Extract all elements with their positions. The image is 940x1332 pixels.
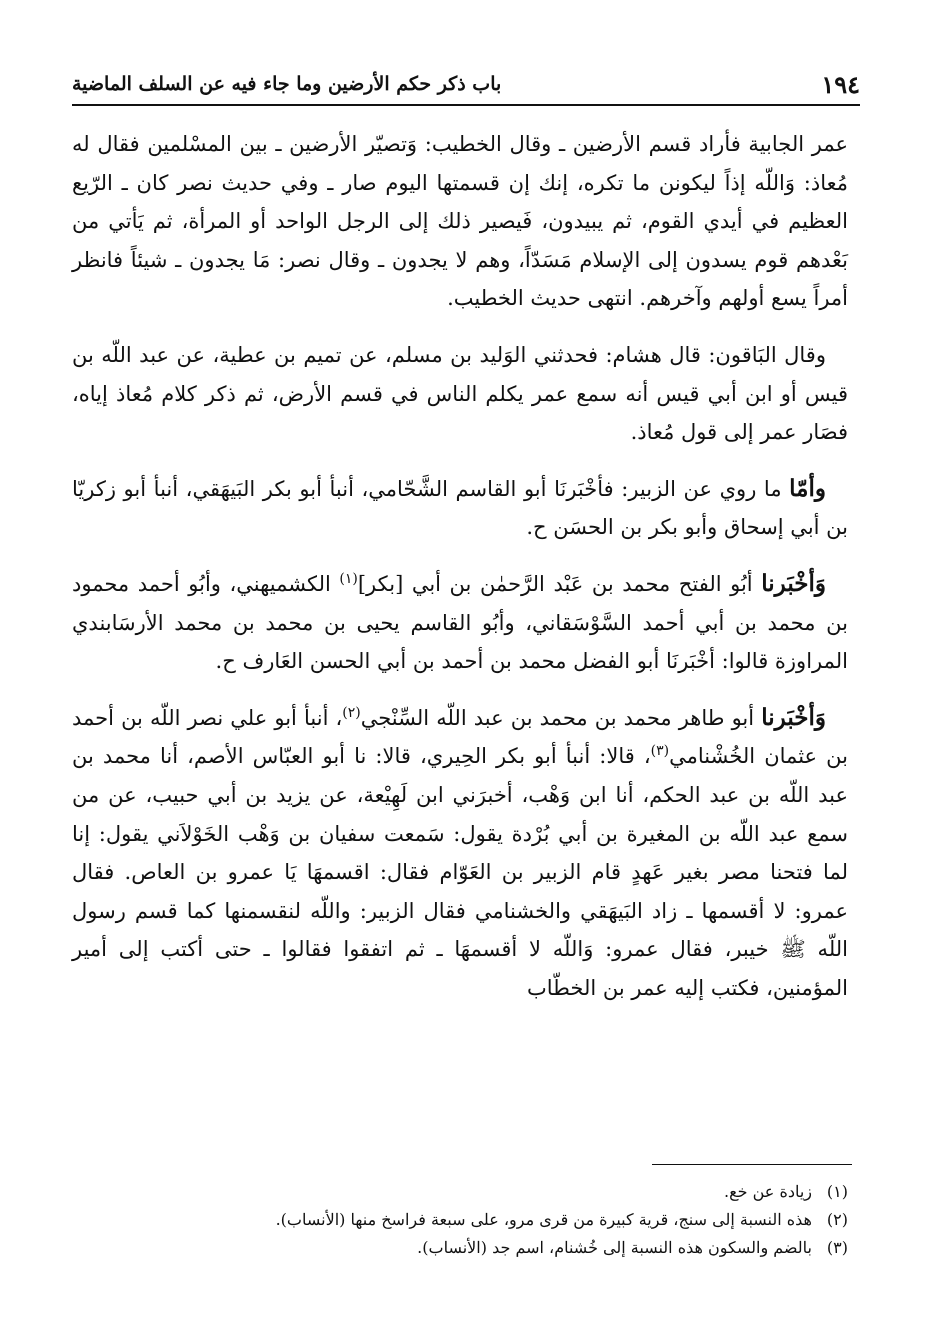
footnote bbox=[72, 1206, 848, 1234]
paragraph bbox=[72, 336, 848, 452]
footnotes bbox=[72, 1178, 848, 1262]
paragraph-lead-word: وأمّا bbox=[789, 474, 826, 502]
paragraph-text: الكشميهني، وأبُو أحمد محمود بن محمد بن أبي أحمد السَّوْسَقاني، وأبُو القاسم يحيى بن محمد بن محمد الأرسَابندي المراوزة قالوا: أخْبَرنَا أبو الفضل محمد بن أحمد بن أبي الحسن العَارف ح. bbox=[72, 571, 848, 674]
page-number: ١٩٤ bbox=[821, 69, 860, 99]
footnote-number: (١) bbox=[826, 1182, 848, 1201]
paragraph bbox=[72, 565, 848, 681]
running-header bbox=[72, 64, 860, 106]
footnote-text: هذه النسبة إلى سنج، قرية كبيرة من قرى مرو، على سبعة فراسخ منها (الأنساب). bbox=[275, 1210, 812, 1229]
paragraph-text: أبو طاهر محمد بن محمد بن عبد اللّه السِّنْجي bbox=[360, 705, 755, 730]
footnote-text: بالضم والسكون هذه النسبة إلى خُشنام، اسم جد (الأنساب). bbox=[417, 1238, 812, 1257]
footnote-number: (٣) bbox=[826, 1238, 848, 1257]
paragraph bbox=[72, 699, 848, 1008]
paragraph-text: وقال البَاقون: قال هشام: فحدثني الوَليد بن مسلم، عن تميم بن عطية، عن عبد اللّه بن قيس أو ابن أبي قيس أنه سمع عمر يكلم الناس في قسم الأرض، ثم ذكر كلام مُعاذ إياه، فصَار عمر إلى قول مُعاذ. bbox=[72, 342, 848, 445]
paragraph bbox=[72, 125, 848, 318]
paragraph-text: ، أنبأ أبو علي نصر اللّه بن أحمد بن عثمان الخُشْنامي bbox=[72, 705, 848, 769]
footnote bbox=[72, 1178, 848, 1206]
footnote-marker: (٣) bbox=[650, 743, 670, 760]
paragraph-text: ، قالا: أنبأ أبو بكر الحِيري، قالا: نا أبو العبّاس الأصم، أنا محمد بن عبد اللّه بن عبد الحكم، أنا ابن وَهْب، أخبرَني ابن لَهِيْعة، عن يزيد بن أبي حبيب، عن من سمع عبد اللّه بن المغيرة بن أبي بُرْدة يقول: سَمعت سفيان بن وَهْب الخَوْلاَني يقول: إنا لما فتحنا مصر بغير عَهدٍ قام الزبير بن العَوّام فقال: اقسمهَا يَا عمرو بن العاص. فقال عمرو: لا أقسمها ـ زاد البَيهَقي والخشنامي فقال الزبير: واللّه لنقسمنها كما قسم رسول اللّه ﷺ خيبر، فقال عمرو: وَاللّه لا أقسمهَا ـ ثم اتفقوا فقالوا ـ حتى أكتب إلى أمير المؤمنين، فكتب إليه عمر بن الخطّاب bbox=[72, 744, 848, 1000]
paragraph-lead-word: وَأخْبَرنا bbox=[761, 569, 826, 597]
footnote-separator bbox=[652, 1164, 852, 1165]
footnote-marker: (٢) bbox=[342, 704, 361, 721]
paragraph-text: عمر الجابية فأراد قسم الأرضين ـ وقال الخطيب: وَتصيّر الأرضين ـ بين المسْلمين فقال له مُعاذ: وَاللّه إذاً ليكونن ما تكره، إنك إن قسمتها اليوم صار ـ وفي حديث نصر كان ـ الرّيع العظيم في أيدي القوم، ثم يبيدون، فَيصير ذلك إلى الرجل الواحد أو المرأة، ثم يَأتي من بَعْدهم قوم يسدون إلى الإسلام مَسَدّاً، وهم لا يجدون ـ وقال نصر: مَا يجدون ـ شيئاً فانظر أمراً يسع أولهم وآخرهم. انتهى حديث الخطيب. bbox=[72, 132, 848, 311]
footnote-marker: (١) bbox=[339, 570, 358, 587]
paragraph-text: أبُو الفتح محمد بن عَبْد الرَّحمٰن بن أبي [بكر] bbox=[357, 571, 753, 596]
chapter-title: باب ذكر حكم الأرضين وما جاء فيه عن السلف الماضية bbox=[72, 73, 502, 95]
footnote bbox=[72, 1234, 848, 1262]
footnote-number: (٢) bbox=[826, 1210, 848, 1229]
paragraph-text: ما روي عن الزبير: فأخْبَرنَا أبو القاسم الشَّحّامي، أنبأ أبو بكر البَيهَقي، أنبأ أبو زكريّا بن أبي إسحاق وأبو بكر بن الحسَن ح. bbox=[72, 476, 848, 540]
footnote-text: زيادة عن خ‍ع. bbox=[724, 1182, 812, 1201]
paragraph bbox=[72, 470, 848, 547]
main-text bbox=[72, 125, 848, 1025]
paragraph-lead-word: وَأخْبَرنا bbox=[761, 703, 826, 731]
